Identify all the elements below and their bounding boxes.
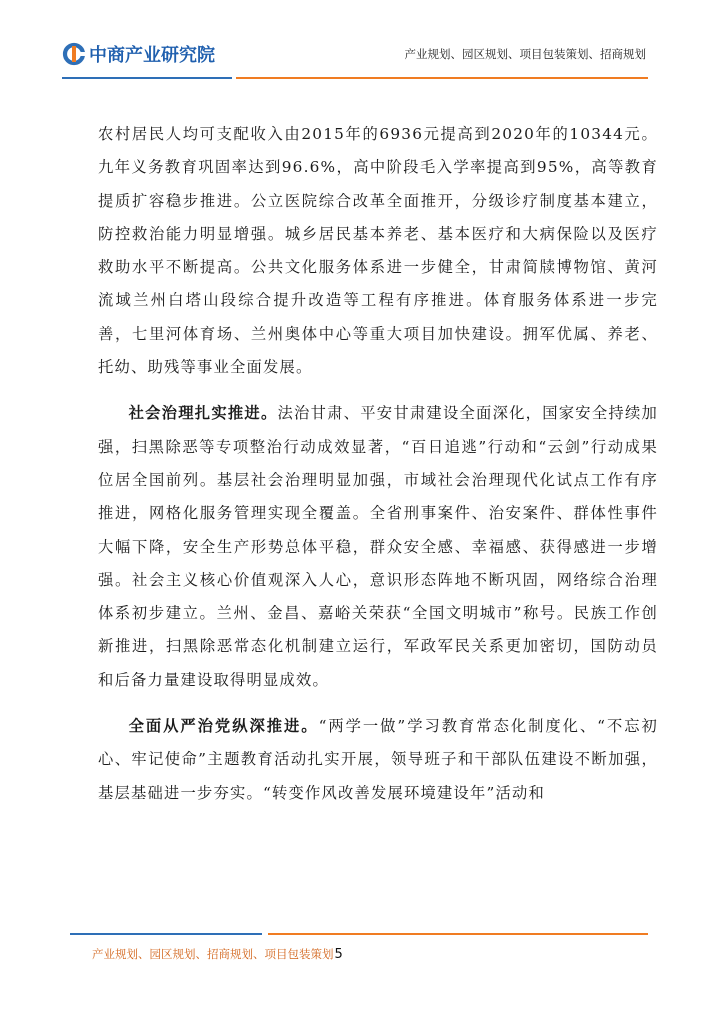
paragraph-1: 农村居民人均可支配收入由2015年的6936元提高到2020年的10344元。九年义务教育巩固率达到96.6%，高中阶段毛入学率提高到95%，高等教育提质扩容稳步推进。公立医院综合改革全面推开，分级诊疗制度基本建立，防控救治能力明显增强。城乡居民基本养老、基本医疗和大病保险以及医疗救助水平不断提高。公共文化服务体系进一步健全，甘肃简牍博物馆、黄河流域兰州白塔山段综合提升改造等工程有序推进。体育服务体系进一步完善，七里河体育场、兰州奥体中心等重大项目加快建设。拥军优属、养老、托幼、助残等事业全面发展。: [98, 125, 658, 377]
paragraph-3-heading: 全面从严治党纵深推进。: [128, 717, 319, 736]
paragraph-2-heading: 社会治理扎实推进。: [128, 404, 278, 423]
paragraph-3-text: “两学一做”学习教育常态化制度化、“不忘初心、牢记使命”主题教育活动扎实开展，领导班子和干部队伍建设不断加强，基层基础进一步夯实。“转变作风改善发展环境建设年”活动和: [98, 717, 659, 802]
footer-rule-orange: [268, 933, 648, 935]
footer-text: 产业规划、园区规划、招商规划、项目包装策划: [92, 947, 334, 961]
header-rule-blue: [62, 77, 232, 79]
page-header: [0, 0, 724, 90]
footer-rule-blue: [70, 933, 262, 935]
paragraph-3: [98, 710, 658, 810]
page-footer: [92, 946, 343, 962]
logo: [62, 40, 215, 68]
page-number: 5: [334, 947, 343, 962]
paragraph-2-text: 法治甘肃、平安甘肃建设全面深化，国家安全持续加强，扫黑除恶等专项整治行动成效显著，“百日追逃”行动和“云剑”行动成果位居全国前列。基层社会治理明显加强，市域社会治理现代化试点工作有序推进，网格化服务管理实现全覆盖。全省刑事案件、治安案件、群体性事件大幅下降，安全生产形势总体平稳，群众安全感、幸福感、获得感进一步增强。社会主义核心价值观深入人心，意识形态阵地不断巩固，网络综合治理体系初步建立。兰州、金昌、嘉峪关荣获“全国文明城市”称号。民族工作创新推进，扫黑除恶常态化机制建立运行，军政军民关系更加密切，国防动员和后备力量建设取得明显成效。: [98, 404, 658, 689]
document-body: [98, 118, 658, 810]
logo-text: 中商产业研究院: [89, 45, 215, 66]
logo-mark-icon: [62, 42, 86, 66]
header-rule-orange: [236, 77, 648, 79]
paragraph-2: [98, 397, 658, 697]
header-tagline: 产业规划、园区规划、项目包装策划、招商规划: [404, 47, 646, 61]
